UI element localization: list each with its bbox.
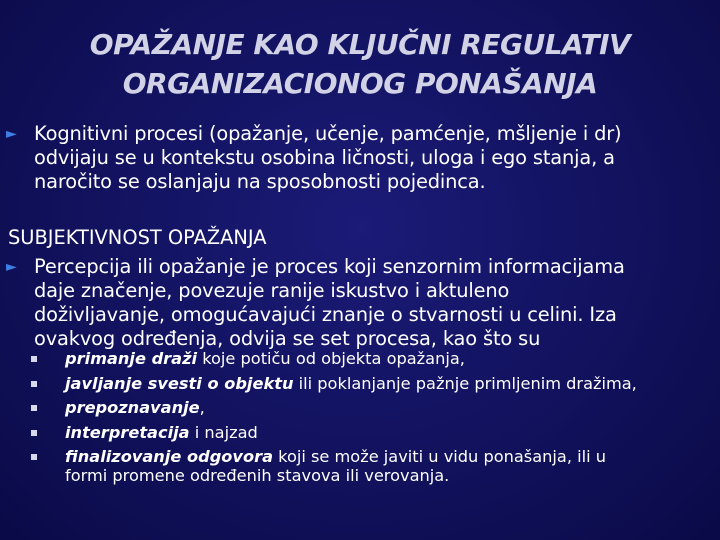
paragraph-line: Kognitivni procesi (opažanje, učenje, pamćenje, mšljenje i dr) bbox=[34, 122, 622, 145]
sub-item-term: javljanje svesti o objektu bbox=[65, 373, 294, 393]
paragraph-line: doživljavanje, omogućavajući znanje o stvarnosti u celini. Iza bbox=[34, 303, 617, 326]
paragraph-line: daje značenje, povezuje ranije iskustvo i aktuleno bbox=[34, 279, 510, 302]
sub-item-text: , bbox=[199, 398, 205, 417]
square-bullet-icon bbox=[31, 430, 37, 436]
slide-title-line-1: OPAŽANJE KAO KLJUČNI REGULATIV bbox=[89, 28, 631, 61]
paragraph-line: odvijaju se u kontekstu osobina ličnosti, uloga i ego stanja, a bbox=[34, 146, 615, 169]
sub-item-text: koje potiču od objekta opažanja, bbox=[197, 349, 465, 368]
sub-item-term: primanje draži bbox=[65, 349, 198, 368]
slide-title-line-2: ORGANIZACIONOG PONAŠANJA bbox=[122, 67, 598, 100]
sub-list-item bbox=[30, 421, 710, 446]
process-sub-list bbox=[30, 347, 710, 488]
paragraph-line: ovakvog određenja, odvija se set procesa, kao što su bbox=[34, 327, 541, 350]
sub-item-term: prepoznavanje bbox=[65, 398, 200, 417]
bullet-paragraph-perception bbox=[34, 255, 714, 351]
sub-item-term: finalizovanje odgovora bbox=[65, 447, 273, 466]
section-heading: SUBJEKTIVNOST OPAŽANJA bbox=[8, 226, 267, 249]
paragraph-line: naročito se oslanjaju na sposobnosti pojedinca. bbox=[34, 170, 486, 193]
square-bullet-icon bbox=[31, 381, 37, 387]
paragraph-line: Percepcija ili opažanje je proces koji senzornim informacijama bbox=[34, 255, 625, 278]
sub-item-term: interpretacija bbox=[65, 422, 190, 442]
square-bullet-icon bbox=[31, 405, 37, 411]
sub-list-item bbox=[30, 372, 710, 397]
sub-list-item bbox=[30, 445, 710, 470]
sub-list-item bbox=[30, 347, 710, 372]
square-bullet-icon bbox=[31, 454, 37, 460]
sub-item-continuation: formi promene određenih stavova ili verovanja. bbox=[65, 465, 450, 485]
square-bullet-icon bbox=[31, 356, 37, 362]
sub-item-text: koji se može javiti u vidu ponašanja, ili u bbox=[273, 447, 607, 466]
sub-list-item bbox=[30, 396, 710, 421]
sub-item-text: ili poklanjanje pažnje primljenim dražima, bbox=[293, 373, 637, 393]
bullet-paragraph-cognitive bbox=[34, 122, 714, 194]
triangle-right-icon: ► bbox=[6, 259, 17, 275]
triangle-right-icon: ► bbox=[6, 126, 17, 142]
sub-item-text: i najzad bbox=[189, 422, 258, 442]
